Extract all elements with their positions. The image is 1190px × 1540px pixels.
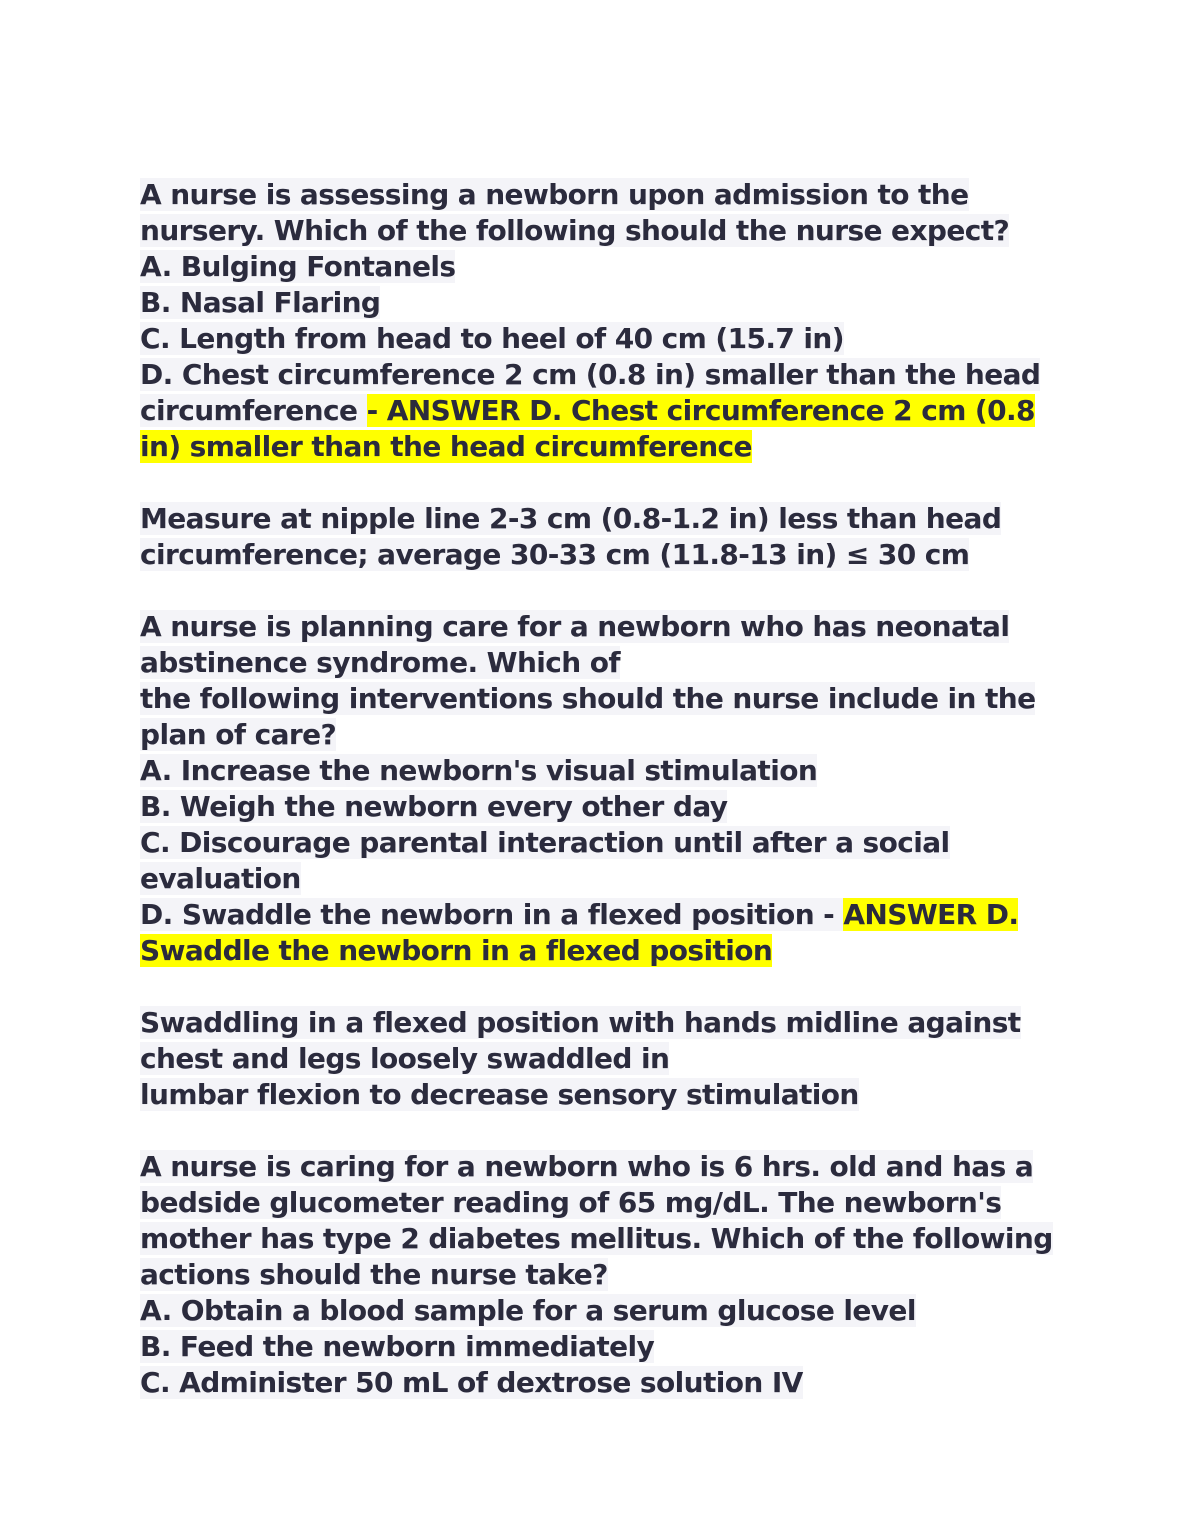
option-b: B. Nasal Flaring (140, 286, 381, 319)
question-text: actions should the nurse take? (140, 1258, 608, 1291)
option-b: B. Feed the newborn immediately (140, 1330, 655, 1363)
question-text: abstinence syndrome. Which of (140, 646, 620, 679)
option-a: A. Obtain a blood sample for a serum glucose level (140, 1294, 916, 1327)
option-c: C. Administer 50 mL of dextrose solution IV (140, 1366, 803, 1399)
question-2 (140, 609, 1050, 1149)
question-3 (140, 1149, 1053, 1401)
question-text: mother has type 2 diabetes mellitus. Which of the following (140, 1222, 1053, 1255)
answer-highlight: Swaddle the newborn in a flexed position (140, 934, 773, 967)
option-d: D. Chest circumference 2 cm (0.8 in) smaller than the head (140, 358, 1041, 391)
question-1 (140, 177, 1050, 609)
option-d: D. Swaddle the newborn in a flexed position - (140, 898, 844, 931)
question-text: nursery. Which of the following should the nurse expect? (140, 214, 1010, 247)
option-b: B. Weigh the newborn every other day (140, 790, 728, 823)
question-text: A nurse is assessing a newborn upon admission to the (140, 178, 969, 211)
question-text: the following interventions should the nurse include in the (140, 682, 1036, 715)
rationale-text: circumference; average 30-33 cm (11.8-13 in) ≤ 30 cm (140, 538, 970, 571)
question-text: A nurse is caring for a newborn who is 6 hrs. old and has a (140, 1150, 1034, 1183)
rationale-text: Measure at nipple line 2-3 cm (0.8-1.2 in) less than head (140, 502, 1002, 535)
option-c: C. Discourage parental interaction until after a social (140, 826, 950, 859)
option-d-continued: circumference (140, 394, 367, 427)
answer-highlight: in) smaller than the head circumference (140, 430, 752, 463)
option-c: C. Length from head to heel of 40 cm (15.7 in) (140, 322, 844, 355)
option-c-continued: evaluation (140, 862, 301, 895)
question-text: bedside glucometer reading of 65 mg/dL. The newborn's (140, 1186, 1002, 1219)
option-a: A. Bulging Fontanels (140, 250, 456, 283)
rationale-text: chest and legs loosely swaddled in (140, 1042, 670, 1075)
answer-highlight: - ANSWER D. Chest circumference 2 cm (0.8 (366, 394, 1035, 427)
rationale-text: lumbar flexion to decrease sensory stimulation (140, 1078, 859, 1111)
answer-highlight: ANSWER D. (843, 898, 1019, 931)
question-text: A nurse is planning care for a newborn who has neonatal (140, 610, 1010, 643)
option-a: A. Increase the newborn's visual stimulation (140, 754, 818, 787)
question-text: plan of care? (140, 718, 337, 751)
document-page (140, 177, 1053, 1401)
rationale-text: Swaddling in a flexed position with hands midline against (140, 1006, 1021, 1039)
